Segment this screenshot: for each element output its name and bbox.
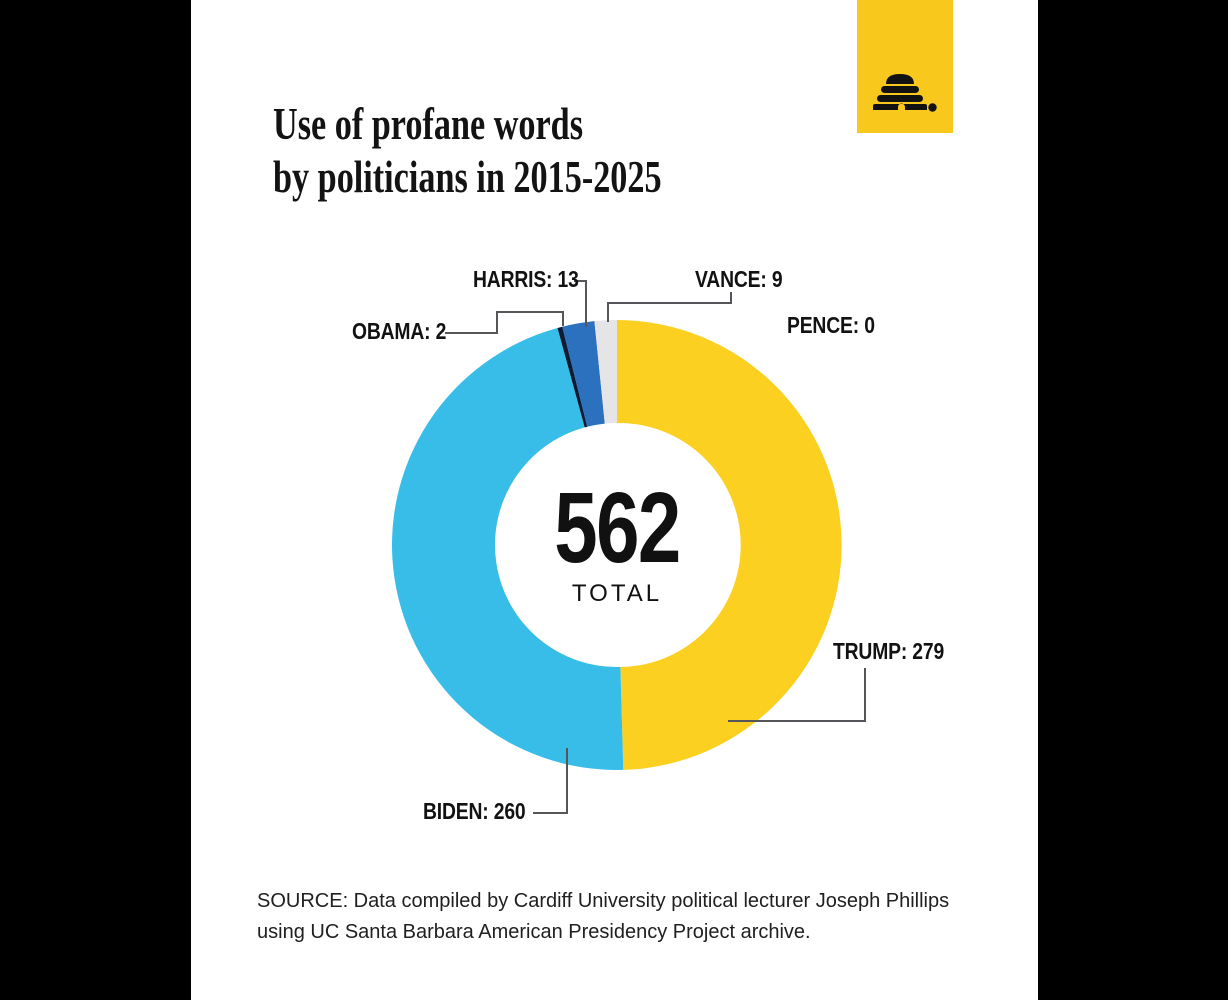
slice-label-obama: OBAMA: 2 — [352, 318, 447, 344]
slice-label-vance: VANCE: 9 — [695, 266, 783, 292]
total-caption: TOTAL — [571, 580, 663, 607]
source-note: SOURCE: Data compiled by Cardiff University political lecturer Joseph Phillips using UC Santa Barbara American Presidency Project archive. — [257, 890, 950, 943]
donut-center-text — [537, 472, 698, 608]
content-card — [191, 0, 1038, 1000]
slice-label-harris: HARRIS: 13 — [473, 266, 579, 292]
slice-label-biden: BIDEN: 260 — [423, 798, 526, 824]
slice-label-trump: TRUMP: 279 — [833, 638, 945, 664]
total-value: 562 — [554, 472, 680, 584]
leader-line-vance — [608, 292, 731, 322]
title-line-2: by politicians in 2015-2025 — [273, 152, 662, 203]
title-line-1: Use of profane words — [273, 99, 584, 149]
slice-label-pence: PENCE: 0 — [787, 312, 875, 338]
leader-line-obama — [445, 312, 563, 333]
